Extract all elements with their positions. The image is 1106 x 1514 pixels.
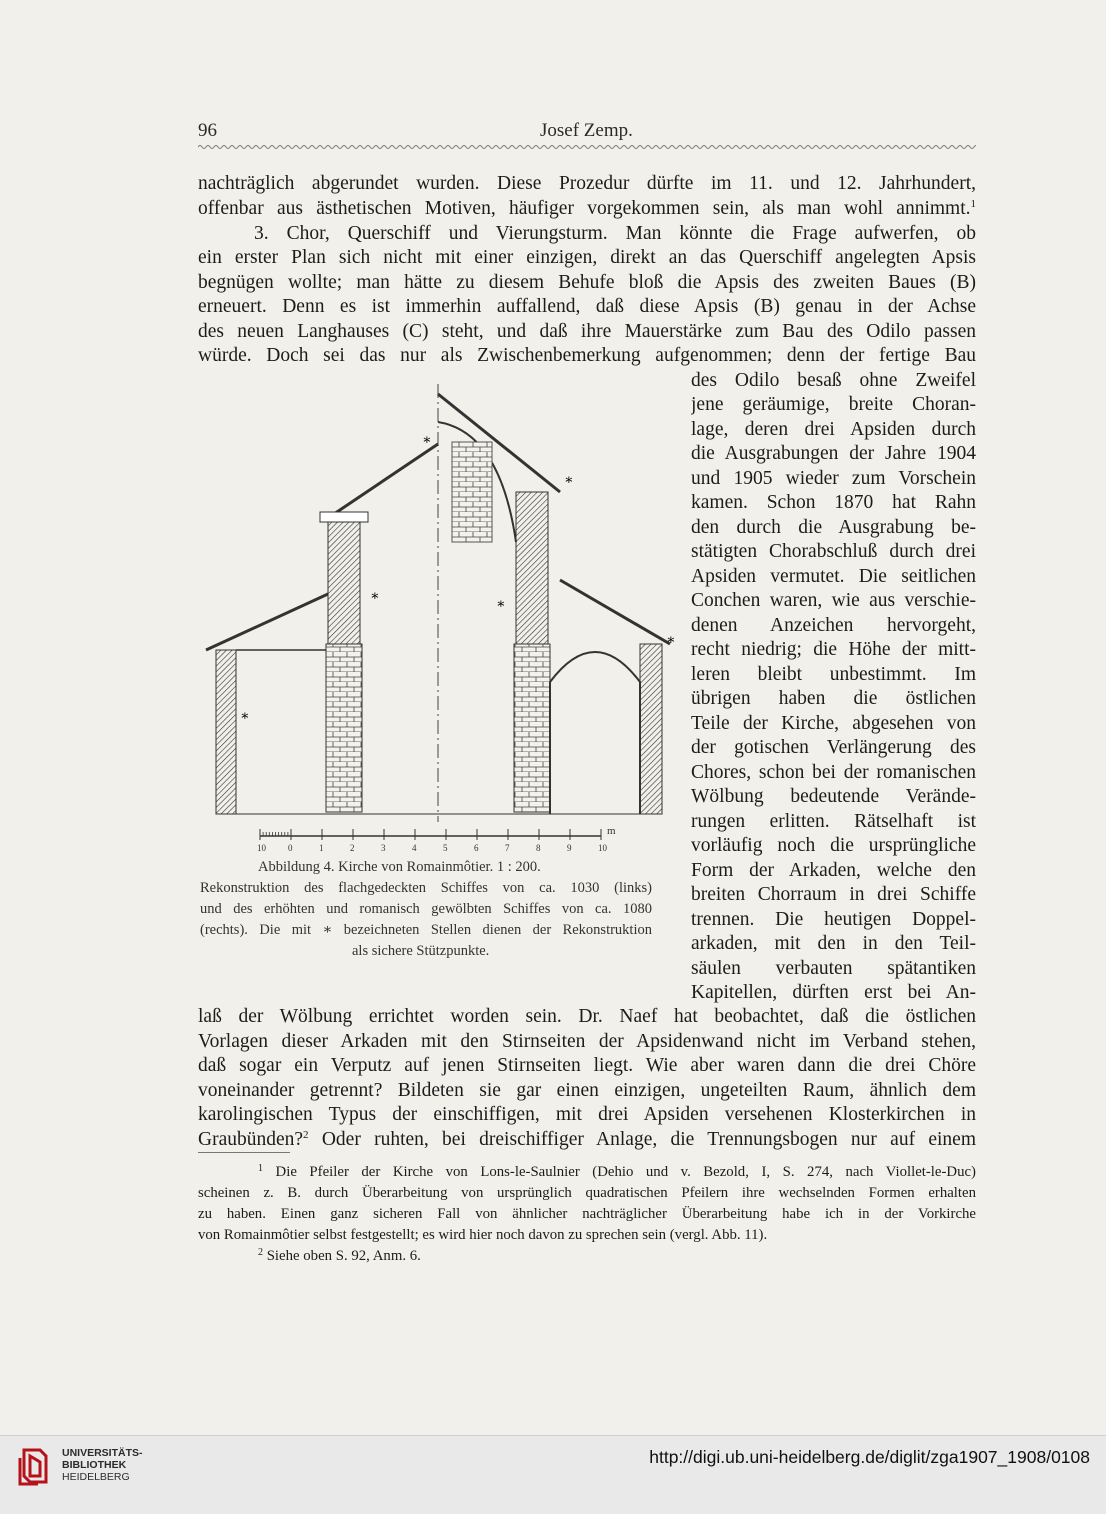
body-line-12: voneinander getrennt? Bildeten sie gar einen einzigen, ungeteilten Raum, ähnlich dem bbox=[198, 1080, 976, 1101]
side-line: Apsiden vermutet. Die seitlichen bbox=[691, 566, 976, 587]
footnote-ref-2: 2 bbox=[303, 1129, 309, 1141]
scale-tick-label: 10 bbox=[257, 843, 266, 852]
marker-star: ∗ bbox=[422, 433, 432, 448]
marker-star: ∗ bbox=[240, 709, 250, 724]
scale-tick-label: 10 bbox=[598, 843, 607, 852]
right-outer-wall bbox=[640, 644, 662, 814]
body-line-8: würde. Doch sei das nur als Zwischenbemerkung aufgenommen; denn der fertige Bau bbox=[198, 345, 976, 366]
side-line: den durch die Ausgrabung be- bbox=[691, 517, 976, 538]
body-line-1: nachträglich abgerundet wurden. Diese Prozedur dürfte im 11. und 12. Jahrhundert, bbox=[198, 173, 976, 194]
scale-tick-label: 1 bbox=[319, 843, 324, 852]
vault-masonry bbox=[452, 442, 492, 542]
left-beam bbox=[320, 512, 368, 522]
marker-star: ∗ bbox=[564, 473, 574, 488]
right-aisle-roof bbox=[560, 580, 670, 644]
page-number: 96 bbox=[198, 120, 217, 141]
scale-tick-label: 4 bbox=[412, 843, 417, 852]
scale-tick-label: 6 bbox=[474, 843, 479, 852]
left-outer-wall bbox=[216, 650, 236, 814]
left-nave-roof bbox=[328, 444, 438, 518]
side-line: Form der Arkaden, welche den bbox=[691, 860, 976, 881]
footnote-ref-1: 1 bbox=[970, 198, 976, 210]
scale-tick-label: 2 bbox=[350, 843, 355, 852]
body-line-3: 3. Chor, Querschiff und Vierungsturm. Man könnte die Frage aufwerfen, ob bbox=[254, 223, 976, 244]
body-line-5: begnügen wollte; man hätte zu diesem Behufe bloß die Apsis des zweiten Baues (B) bbox=[198, 272, 976, 293]
side-line: der gotischen Verlängerung des bbox=[691, 737, 976, 758]
running-title: Josef Zemp. bbox=[540, 120, 633, 141]
figure-caption-line: Rekonstruktion des flachgedeckten Schiffes von ca. 1030 (links) bbox=[200, 880, 652, 896]
side-line: recht niedrig; die Höhe der mitt- bbox=[691, 639, 976, 660]
side-line: kamen. Schon 1870 hat Rahn bbox=[691, 492, 976, 513]
side-line: vorläufig noch die ursprüngliche bbox=[691, 835, 976, 856]
figure-caption-line: (rechts). Die mit ∗ bezeichneten Stellen dienen der Rekonstruktion bbox=[200, 922, 652, 938]
body-line-6: erneuert. Denn es ist immerhin auffallend, daß diese Apsis (B) genau in der Achse bbox=[198, 296, 976, 317]
side-line: leren bleibt unbestimmt. Im bbox=[691, 664, 976, 685]
body-line-11: daß sogar ein Verputz auf jenen Stirnseiten liegt. Wie aber waren dann die drei Chöre bbox=[198, 1055, 976, 1076]
side-line: und 1905 wieder zum Vorschein bbox=[691, 468, 976, 489]
footnote-1-line: scheinen z. B. durch Überarbeitung von ursprünglich quadratischen Pfeilern ihre wechselnden Formen erhalten bbox=[198, 1185, 976, 1201]
marker-star: ∗ bbox=[496, 597, 506, 612]
header-rule bbox=[198, 143, 976, 151]
footnote-rule bbox=[198, 1152, 290, 1153]
left-clerestory-wall bbox=[328, 518, 360, 644]
body-line-10: Vorlagen dieser Arkaden mit den Stirnseiten der Apsidenwand nicht im Verband stehen, bbox=[198, 1031, 976, 1052]
side-line: übrigen haben die östlichen bbox=[691, 688, 976, 709]
scale-tick-label: 0 bbox=[288, 843, 293, 852]
footnote-2: $^2$ Siehe oben S. 92, Anm. 6. bbox=[258, 1247, 421, 1264]
figure-caption-title: Abbildung 4. Kirche von Romainmôtier. 1 : 200. bbox=[258, 859, 541, 875]
side-line: breiten Chorraum in drei Schiffe bbox=[691, 884, 976, 905]
side-line: Chores, schon bei der romanischen bbox=[691, 762, 976, 783]
figure-caption-line: als sichere Stützpunkte. bbox=[352, 943, 490, 959]
side-line: des Odilo besaß ohne Zweifel bbox=[691, 370, 976, 391]
left-pier bbox=[326, 644, 362, 812]
body-line-2: offenbar aus ästhetischen Motiven, häufiger vorgekommen sein, als man wohl annimmt.$^1$ bbox=[198, 198, 976, 219]
aisle-arch bbox=[550, 652, 640, 814]
side-line: jene geräumige, breite Choran- bbox=[691, 394, 976, 415]
source-url-link[interactable]: http://digi.ub.uni-heidelberg.de/diglit/zga1907_1908/0108 bbox=[649, 1447, 1090, 1467]
cross-section-figure bbox=[200, 382, 680, 852]
side-line: Conchen waren, wie aus verschie- bbox=[691, 590, 976, 611]
library-logo-icon bbox=[16, 1444, 56, 1488]
footnote-1-line: von Romainmôtier selbst festgestellt; es wird hier noch davon zu sprechen sein (vergl. Abb. 11). bbox=[198, 1227, 768, 1243]
side-line: Kapitellen, dürften erst bei An- bbox=[691, 982, 976, 1003]
side-line: die Ausgrabungen der Jahre 1904 bbox=[691, 443, 976, 464]
marker-star: ∗ bbox=[370, 589, 380, 604]
body-line-9: laß der Wölbung errichtet worden sein. Dr. Naef hat beobachtet, daß die östlichen bbox=[198, 1006, 976, 1027]
scale-bar bbox=[257, 825, 616, 852]
side-line: trennen. Die heutigen Doppel- bbox=[691, 909, 976, 930]
footnote-1-line: $^1$ Die Pfeiler der Kirche von Lons-le-Saulnier (Dehio und v. Bezold, I, S. 274, nach Viollet-le-Duc) bbox=[258, 1163, 976, 1180]
body-line-13: karolingischen Typus der einschiffigen, mit drei Apsiden versehenen Klosterkirchen in bbox=[198, 1104, 976, 1125]
scale-unit-label: m bbox=[607, 825, 616, 837]
side-line: säulen verbauten spätantiken bbox=[691, 958, 976, 979]
side-line: Wölbung bedeutende Verände- bbox=[691, 786, 976, 807]
side-line: rungen erlitten. Rätselhaft ist bbox=[691, 811, 976, 832]
body-line-7: des neuen Langhauses (C) steht, und daß ihre Mauerstärke zum Bau des Odilo passen bbox=[198, 321, 976, 342]
scale-tick-label: 8 bbox=[536, 843, 541, 852]
left-aisle-roof bbox=[206, 594, 328, 650]
side-line: denen Anzeichen hervorgeht, bbox=[691, 615, 976, 636]
scale-tick-label: 5 bbox=[443, 843, 448, 852]
side-line: lage, deren drei Apsiden durch bbox=[691, 419, 976, 440]
side-line: stätigten Chorabschluß durch drei bbox=[691, 541, 976, 562]
right-pier bbox=[514, 644, 550, 812]
scale-tick-label: 7 bbox=[505, 843, 510, 852]
scale-tick-label: 3 bbox=[381, 843, 386, 852]
right-clerestory-wall bbox=[516, 492, 548, 644]
body-line-14: Graubünden?$^2$ Oder ruhten, bei dreischiffiger Anlage, die Trennungsbogen nur auf einem bbox=[198, 1129, 976, 1150]
library-name: UNIVERSITÄTS- BIBLIOTHEK HEIDELBERG bbox=[62, 1447, 143, 1483]
footnote-1-line: zu haben. Einen ganz sicheren Fall von ähnlicher nachträglicher Überarbeitung habe ich in der Vorkirche bbox=[198, 1206, 976, 1222]
scale-tick-label: 9 bbox=[567, 843, 572, 852]
marker-star: ∗ bbox=[666, 633, 676, 648]
side-line: arkaden, mit den in den Teil- bbox=[691, 933, 976, 954]
side-line: Teile der Kirche, abgesehen von bbox=[691, 713, 976, 734]
body-line-4: ein erster Plan sich nicht mit einer einzigen, direkt an das Querschiff angelegten Apsis bbox=[198, 247, 976, 268]
figure-caption-line: und des erhöhten und romanisch gewölbten Schiffes von ca. 1080 bbox=[200, 901, 652, 917]
